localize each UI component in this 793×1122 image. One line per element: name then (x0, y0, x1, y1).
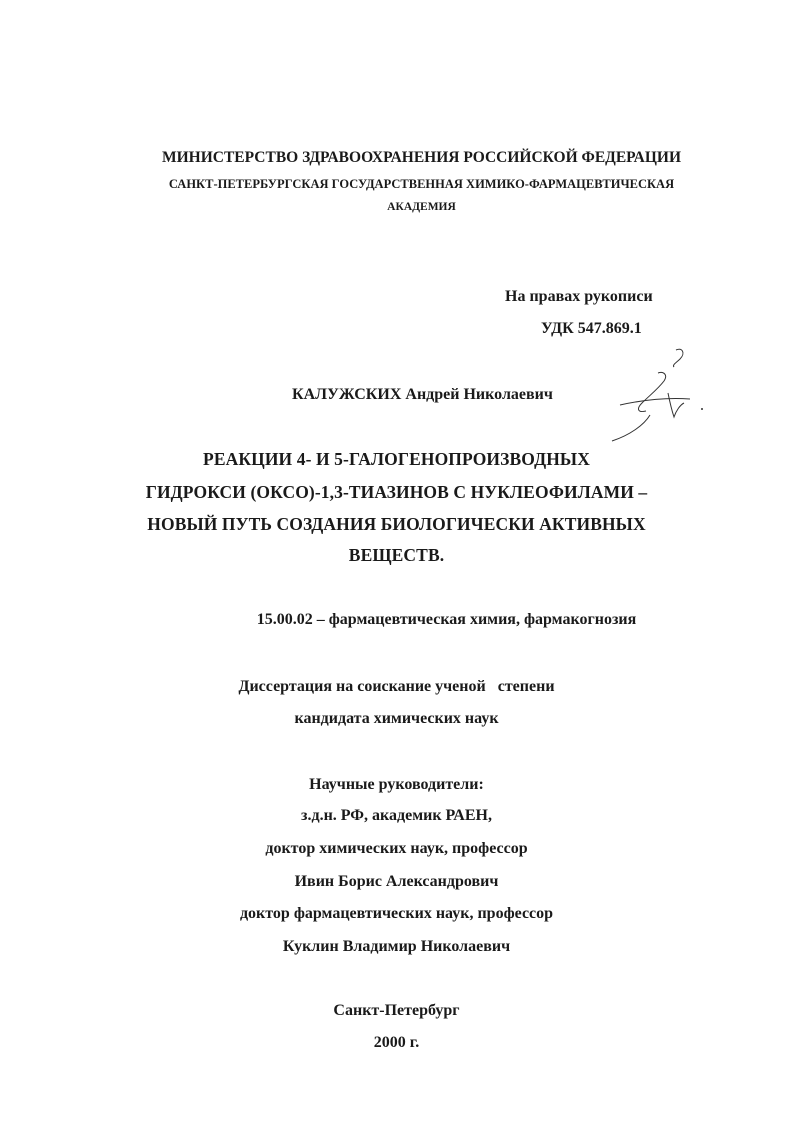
manuscript-rights: На правах рукописи (505, 288, 653, 305)
supervisors-heading: Научные руководители: (309, 776, 484, 793)
supervisor-degree-1: доктор химических наук, профессор (265, 840, 528, 857)
academy-name-line2: АКАДЕМИЯ (387, 201, 456, 213)
supervisor-title-1: з.д.н. РФ, академик РАЕН, (301, 807, 492, 824)
supervisor-name-1: Ивин Борис Александрович (294, 873, 499, 890)
supervisor-name-2: Куклин Владимир Николаевич (282, 938, 511, 955)
title-line-4: ВЕЩЕСТВ. (348, 545, 445, 565)
city: Санкт-Петербург (333, 1002, 460, 1019)
udk-code: УДК 547.869.1 (541, 320, 642, 337)
title-line-3: НОВЫЙ ПУТЬ СОЗДАНИЯ БИОЛОГИЧЕСКИ АКТИВНЫХ (147, 514, 646, 534)
dissertation-line-2: кандидата химических наук (294, 710, 499, 727)
dissertation-line-1: Диссертация на соискание ученой степени (238, 678, 555, 695)
title-line-2: ГИДРОКСИ (ОКСО)-1,3-ТИАЗИНОВ С НУКЛЕОФИЛАМИ – (145, 482, 648, 502)
year: 2000 г. (373, 1034, 420, 1051)
title-line-1: РЕАКЦИИ 4- И 5-ГАЛОГЕНОПРОИЗВОДНЫХ (203, 449, 590, 469)
academy-name-line1: САНКТ-ПЕТЕРБУРГСКАЯ ГОСУДАРСТВЕННАЯ ХИМИКО-ФАРМАЦЕВТИЧЕСКАЯ (168, 177, 675, 191)
supervisor-degree-2: доктор фармацевтических наук, профессор (239, 905, 554, 922)
author-name: КАЛУЖСКИХ Андрей Николаевич (292, 386, 553, 403)
specialty-code: 15.00.02 – фармацевтическая химия, фармакогнозия (256, 611, 637, 628)
handwritten-signature (598, 345, 718, 445)
ministry-name: МИНИСТЕРСТВО ЗДРАВООХРАНЕНИЯ РОССИЙСКОЙ ФЕДЕРАЦИИ (161, 149, 682, 166)
